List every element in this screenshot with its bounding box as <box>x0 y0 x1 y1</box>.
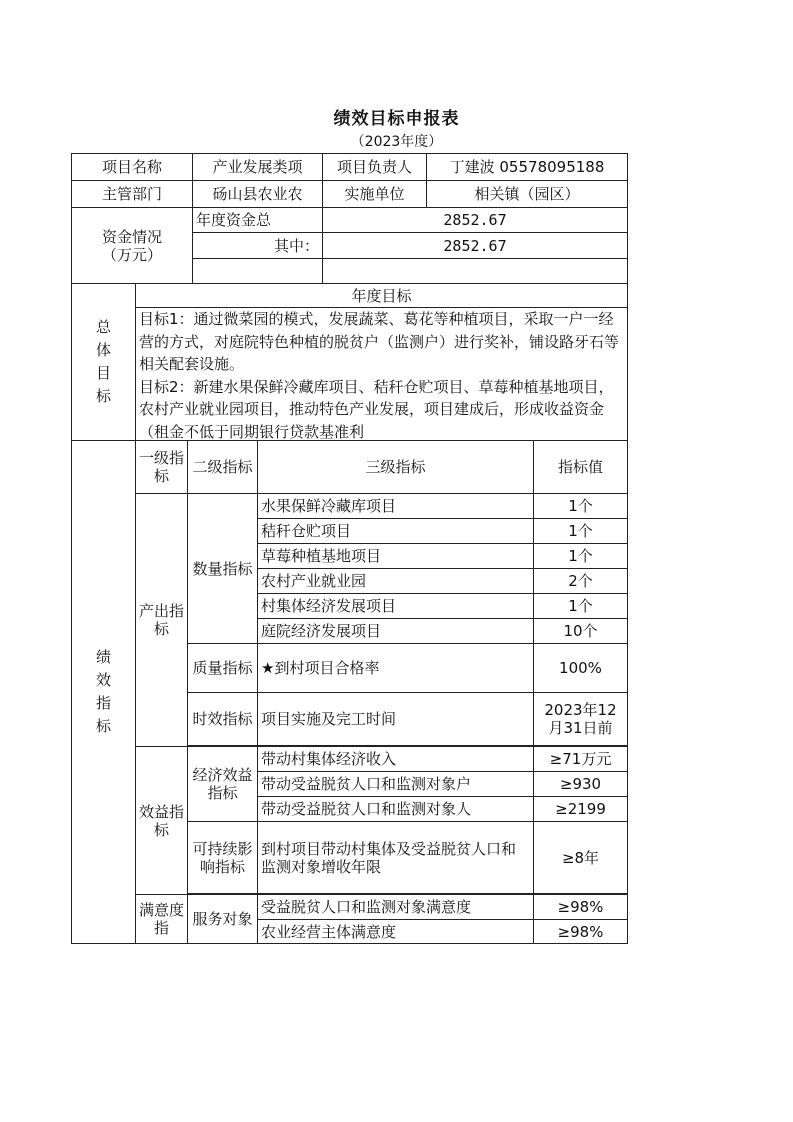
annual-funds-label: 年度资金总 <box>193 208 323 233</box>
timeliness-indicator-label: 时效指标 <box>188 693 258 746</box>
indicator-value: ≥8年 <box>534 822 628 894</box>
indicator-value: ≥71万元 <box>534 747 628 772</box>
of-which-label: 其中： <box>193 233 323 259</box>
goal-text-2: 目标2：新建水果保鲜冷藏库项目、秸秆仓贮项目、草莓种植基地项目，农村产业就业园项目，推动特色产业发展，项目建成后，形成收益资金（租金不低于同期银行贷款基准利 <box>139 377 614 440</box>
funds-label: 资金情况（万元） <box>72 208 193 284</box>
indicator-value: 1个 <box>534 519 628 544</box>
service-target-label: 服务对象 <box>188 895 258 944</box>
indicator-value: ≥2199 <box>534 797 628 822</box>
project-name-row <box>72 154 628 181</box>
indicator-value: 1个 <box>534 494 628 519</box>
overall-goal-table <box>71 283 628 441</box>
goal-text-cell <box>136 308 628 441</box>
satisfaction-indicator-label: 满意度指 <box>136 895 188 944</box>
indicator-value: 1个 <box>534 594 628 619</box>
indicator-name: 农业经营主体满意度 <box>258 920 534 944</box>
indicator-name: ★到村项目合格率 <box>258 644 534 693</box>
goal-text-1: 目标1：通过微菜园的模式，发展蔬菜、葛花等种植项目，采取一户一经营的方式，对庭院特色种植的脱贫户（监测户）进行奖补，铺设路牙石等相关配套设施。 <box>139 310 620 373</box>
indicator-value: 2个 <box>534 569 628 594</box>
indicator-name: 带动受益脱贫人口和监测对象人 <box>258 797 534 822</box>
level3-header: 三级指标 <box>258 441 534 494</box>
annual-funds-value: 2852.67 <box>323 208 628 233</box>
benefit-indicator-label: 效益指标 <box>136 747 188 895</box>
economic-benefit-label: 经济效益指标 <box>188 747 258 822</box>
leader-label: 项目负责人 <box>323 154 427 181</box>
basic-info-table <box>71 153 628 284</box>
indicator-value: 2023年12月31日前 <box>534 693 628 746</box>
goal-header-row <box>72 284 628 308</box>
indicator-name: 秸秆仓贮项目 <box>258 519 534 544</box>
level1-header: 一级指标 <box>136 441 188 494</box>
indicator-name: 项目实施及完工时间 <box>258 693 534 746</box>
table-row <box>72 494 628 519</box>
table-row <box>72 895 628 920</box>
annual-goal-header: 年度目标 <box>136 284 628 308</box>
level2-header: 二级指标 <box>188 441 258 494</box>
quality-indicator-label: 质量指标 <box>188 644 258 693</box>
blank-cell <box>323 259 628 284</box>
indicator-name: 带动受益脱贫人口和监测对象户 <box>258 772 534 797</box>
indicator-name: 村集体经济发展项目 <box>258 594 534 619</box>
document-subtitle: （2023年度） <box>350 134 443 150</box>
sustainable-impact-label: 可持续影响指标 <box>188 822 258 894</box>
quantity-indicator-label: 数量指标 <box>188 494 258 644</box>
indicator-name: 庭院经济发展项目 <box>258 619 534 644</box>
project-name-label: 项目名称 <box>72 154 193 181</box>
indicator-value: 1个 <box>534 544 628 569</box>
blank-cell <box>193 259 323 284</box>
dept-label: 主管部门 <box>72 181 193 208</box>
performance-indicator-label: 绩效指标 <box>72 441 136 944</box>
indicator-name: 农村产业就业园 <box>258 569 534 594</box>
dept-value: 砀山县农业农 <box>193 181 323 208</box>
output-indicator-label: 产出指标 <box>136 494 188 747</box>
annual-funds-row <box>72 208 628 233</box>
goal-text-row <box>72 308 628 441</box>
indicator-name: 带动村集体经济收入 <box>258 747 534 772</box>
indicator-value: ≥98% <box>534 895 628 920</box>
project-name-value: 产业发展类项 <box>193 154 323 181</box>
indicator-name: 水果保鲜冷藏库项目 <box>258 494 534 519</box>
unit-value: 相关镇（园区） <box>427 181 628 208</box>
document-title: 绩效目标申报表 <box>333 109 460 129</box>
indicator-value: 100% <box>534 644 628 693</box>
indicator-table <box>71 440 628 944</box>
leader-value: 丁建波 05578095188 <box>427 154 628 181</box>
table-row <box>72 747 628 772</box>
indicator-value: ≥98% <box>534 920 628 944</box>
indicator-name: 草莓种植基地项目 <box>258 544 534 569</box>
indicator-name: 到村项目带动村集体及受益脱贫人口和监测对象增收年限 <box>258 822 534 894</box>
indicator-name: 受益脱贫人口和监测对象满意度 <box>258 895 534 920</box>
value-header: 指标值 <box>534 441 628 494</box>
overall-goal-label: 总体目标 <box>72 284 136 441</box>
indicator-value: 10个 <box>534 619 628 644</box>
dept-row <box>72 181 628 208</box>
indicator-value: ≥930 <box>534 772 628 797</box>
indicator-header-row <box>72 441 628 494</box>
unit-label: 实施单位 <box>323 181 427 208</box>
of-which-value: 2852.67 <box>323 233 628 259</box>
